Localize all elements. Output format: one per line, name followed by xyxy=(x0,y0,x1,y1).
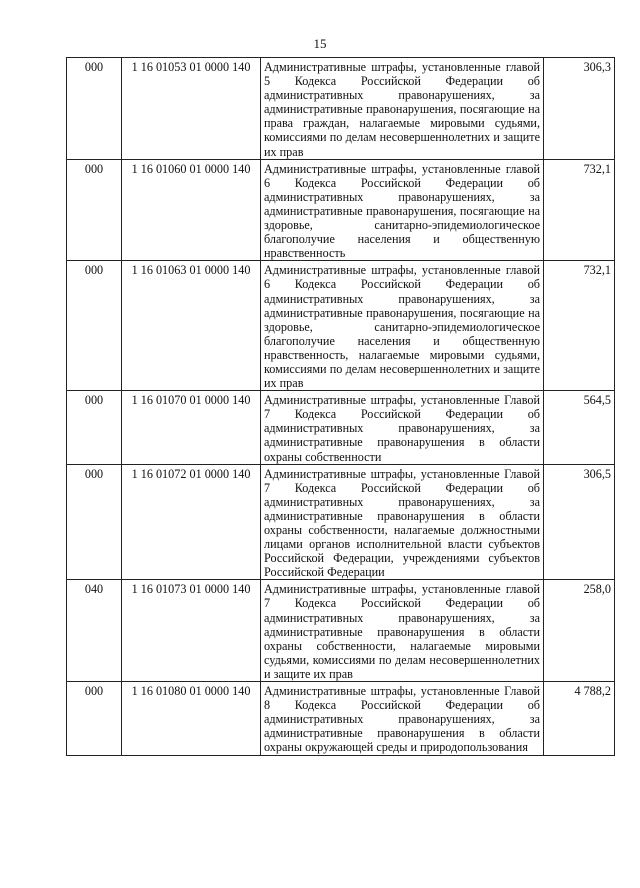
budget-classification-code-cell: 1 16 01070 01 0000 140 xyxy=(122,391,261,464)
revenue-description-cell: Административные штрафы, установленные Главой 7 Кодекса Российской Федерации об административных правонарушениях, за административные правонарушения в области охраны собственности, налагаемые должностными лицами органов исполнительной власти субъектов Российской Федерации, учреждениями субъектов Российской Федерации xyxy=(261,464,544,580)
table-row xyxy=(67,580,615,682)
revenue-description-cell: Административные штрафы, установленные Главой 7 Кодекса Российской Федерации об административных правонарушениях, за административные правонарушения в области охраны собственности xyxy=(261,391,544,464)
budget-classification-code-cell: 1 16 01063 01 0000 140 xyxy=(122,261,261,391)
admin-code-cell: 000 xyxy=(67,159,122,261)
admin-code-cell: 000 xyxy=(67,261,122,391)
amount-cell: 564,5 xyxy=(544,391,615,464)
budget-classification-code-cell: 1 16 01073 01 0000 140 xyxy=(122,580,261,682)
budget-classification-code-cell: 1 16 01072 01 0000 140 xyxy=(122,464,261,580)
amount-cell: 4 788,2 xyxy=(544,682,615,755)
page-number: 15 xyxy=(313,36,327,51)
table-row xyxy=(67,261,615,391)
revenue-description-cell: Административные штрафы, установленные главой 7 Кодекса Российской Федерации об административных правонарушениях, за административные правонарушения в области охраны собственности, налагаемые мировыми судьями, комиссиями по делам несовершеннолетних и защите их прав xyxy=(261,580,544,682)
revenue-description-cell: Административные штрафы, установленные главой 6 Кодекса Российской Федерации об административных правонарушениях, за административные правонарушения, посягающие на здоровье, санитарно-эпидемиологическое благополучие населения и общественную нравственность xyxy=(261,159,544,261)
amount-cell: 258,0 xyxy=(544,580,615,682)
revenue-description-cell: Административные штрафы, установленные Главой 8 Кодекса Российской Федерации об административных правонарушениях, за административные правонарушения в области охраны окружающей среды и природопользования xyxy=(261,682,544,755)
admin-code-cell: 000 xyxy=(67,391,122,464)
revenue-table xyxy=(66,57,615,756)
table-body xyxy=(67,58,615,756)
table-row xyxy=(67,682,615,755)
revenue-description-cell: Административные штрафы, установленные главой 5 Кодекса Российской Федерации об административных правонарушениях, за административные правонарушения, посягающие на права граждан, налагаемые мировыми судьями, комиссиями по делам несовершеннолетних и защите их прав xyxy=(261,58,544,160)
amount-cell: 306,3 xyxy=(544,58,615,160)
table-row xyxy=(67,464,615,580)
amount-cell: 732,1 xyxy=(544,159,615,261)
revenue-description-cell: Административные штрафы, установленные главой 6 Кодекса Российской Федерации об административных правонарушениях, за административные правонарушения, посягающие на здоровье, санитарно-эпидемиологическое благополучие населения и общественную нравственность, налагаемые мировыми судьями, комиссиями по делам несовершеннолетних и защите их прав xyxy=(261,261,544,391)
amount-cell: 306,5 xyxy=(544,464,615,580)
table-row xyxy=(67,159,615,261)
table-row xyxy=(67,58,615,160)
admin-code-cell: 000 xyxy=(67,682,122,755)
amount-cell: 732,1 xyxy=(544,261,615,391)
admin-code-cell: 040 xyxy=(67,580,122,682)
budget-classification-code-cell: 1 16 01080 01 0000 140 xyxy=(122,682,261,755)
admin-code-cell: 000 xyxy=(67,58,122,160)
table-row xyxy=(67,391,615,464)
budget-classification-code-cell: 1 16 01053 01 0000 140 xyxy=(122,58,261,160)
admin-code-cell: 000 xyxy=(67,464,122,580)
budget-classification-code-cell: 1 16 01060 01 0000 140 xyxy=(122,159,261,261)
